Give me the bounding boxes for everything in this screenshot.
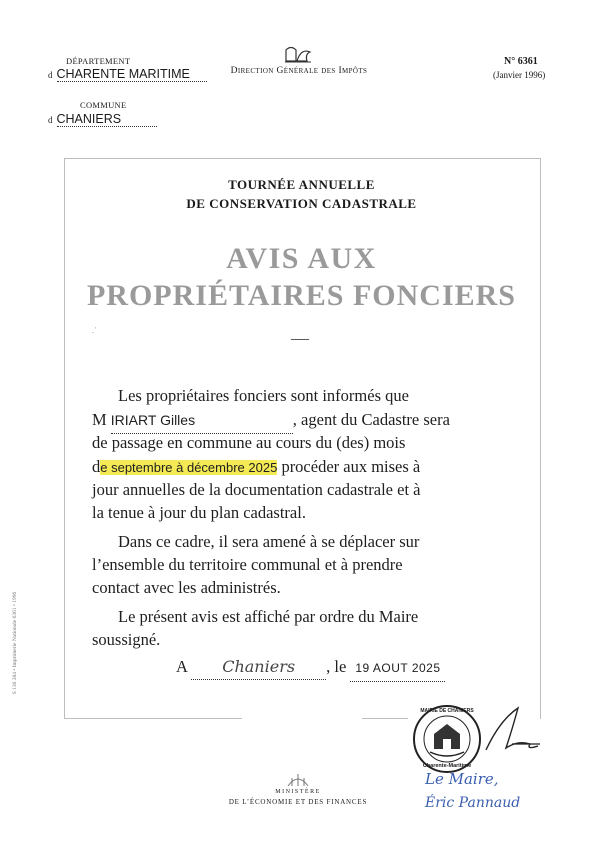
title-dash: —	[291, 328, 309, 348]
mayor-signature-scribble	[478, 700, 548, 760]
direction-name: Direction Générale des Impôts	[230, 66, 368, 76]
p1-line-5: jour annuelles de la documentation cadastrale et à	[92, 480, 421, 499]
commune-label: COMMUNE	[80, 100, 127, 110]
p2-line-1: Dans ce cadre, il sera amené à se déplacer sur	[118, 532, 420, 551]
p1-line-6: la tenue à jour du plan cadastral.	[92, 503, 306, 522]
signoff-le: , le	[326, 657, 347, 676]
title-line-1: TOURNÉE ANNUELLE	[228, 177, 375, 192]
departement-label: DÉPARTEMENT	[66, 56, 131, 66]
speck: .ˈ	[92, 326, 97, 335]
ministry-emblem	[283, 772, 313, 788]
frame-bottom-left	[64, 718, 242, 719]
heading-avis-aux: AVIS AUX	[226, 242, 377, 275]
frame-bottom-right	[362, 718, 408, 719]
signoff-line	[176, 655, 445, 682]
agent-name: IRIART Gilles	[111, 409, 293, 434]
form-number: N° 6361	[504, 56, 538, 67]
signoff-place: Chaniers	[191, 655, 326, 680]
p1-line-2	[92, 408, 450, 434]
months-highlight: e septembre à décembre 2025	[100, 460, 278, 475]
signature-line-1: Le Maire,	[425, 770, 499, 788]
p3-line-1: Le présent avis est affiché par ordre du Maire	[118, 607, 419, 626]
mairie-stamp	[412, 704, 482, 774]
dgi-logo	[283, 44, 313, 64]
p1-line-2-rest: , agent du Cadastre sera	[292, 410, 450, 429]
p1-line-3: de passage en commune au cours du (des) mois	[92, 433, 406, 452]
p1-prefix-d: d	[92, 457, 101, 476]
p1-m: M	[92, 410, 107, 429]
p1-line-4-rest: procéder aux mises à	[281, 457, 421, 476]
stamp-text-bottom: Charente-Maritime	[422, 763, 472, 769]
p2-line-2: l’ensemble du territoire communal et à prendre	[92, 555, 403, 574]
ministry-line-2: DE L’ÉCONOMIE ET DES FINANCES	[228, 798, 368, 806]
signoff-date: 19 AOUT 2025	[350, 657, 445, 682]
departement-value: CHARENTE MARITIME	[57, 67, 207, 82]
signoff-a: A	[176, 657, 188, 676]
departement-prefix: d	[48, 70, 53, 80]
p2-line-3: contact avec les administrés.	[92, 578, 281, 597]
commune-prefix: d	[48, 115, 53, 125]
form-date: (Janvier 1996)	[493, 70, 546, 80]
p3-line-2: soussigné.	[92, 630, 161, 649]
p1-line-1: Les propriétaires fonciers sont informés que	[118, 386, 409, 405]
side-note: S 136 384 • Imprimerie Nationale 6361 • 1996	[12, 591, 18, 695]
p1-line-4	[92, 455, 420, 480]
title-line-2: DE CONSERVATION CADASTRALE	[186, 196, 417, 211]
heading-proprietaires: PROPRIÉTAIRES FONCIERS	[86, 279, 516, 312]
signature-line-2: Éric Pannaud	[425, 795, 521, 811]
commune-value: CHANIERS	[57, 112, 157, 127]
ministry-line-1: MINISTÈRE	[275, 789, 321, 795]
stamp-text-top: MAIRIE DE CHANIERS	[420, 708, 474, 714]
